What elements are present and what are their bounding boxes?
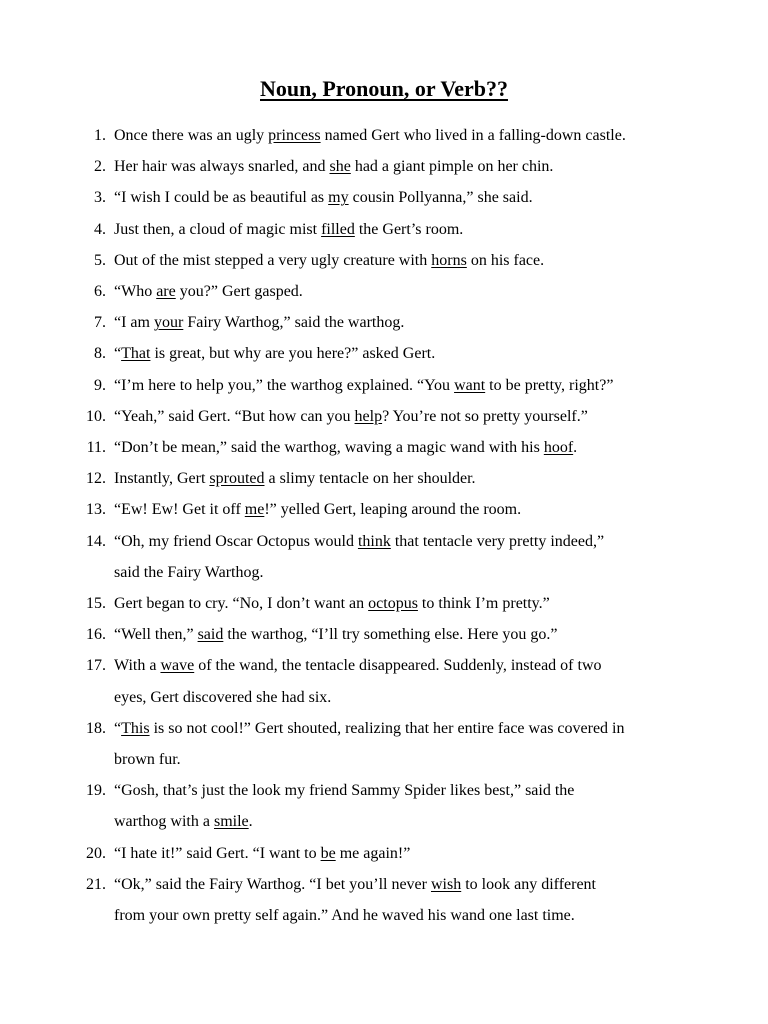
item-number: 1. bbox=[94, 127, 106, 144]
sentence-text: from your own pretty self again.” And he waved his wand one last time. bbox=[114, 907, 575, 924]
item-number: 17. bbox=[86, 657, 106, 675]
item-number: 21. bbox=[86, 875, 106, 893]
sentence-text: “I am bbox=[114, 314, 154, 332]
underlined-word: octopus bbox=[368, 595, 418, 612]
sentence-text: “I hate it!” said Gert. “I want to bbox=[114, 844, 321, 862]
sentence-text: “Don’t be mean,” said the warthog, waving a magic wand with his bbox=[114, 439, 544, 456]
item-number: 7. bbox=[94, 314, 106, 332]
sentence-text: “ bbox=[114, 719, 122, 737]
underlined-word: my bbox=[328, 189, 349, 207]
underlined-word: think bbox=[357, 532, 391, 550]
sentence-text: “I’m here to help you,” the warthog explained. “You bbox=[114, 376, 455, 394]
sentence-text: “Well then,” bbox=[114, 626, 198, 644]
underlined-word: want bbox=[454, 376, 486, 394]
sentence-text: brown fur. bbox=[114, 751, 181, 768]
sentence-line bbox=[114, 656, 602, 676]
item-number: 11. bbox=[86, 439, 106, 456]
sentence-line bbox=[114, 469, 476, 489]
item-number: 12. bbox=[86, 470, 106, 488]
sentence-line bbox=[114, 282, 303, 302]
item-number: 6. bbox=[94, 283, 106, 300]
item-number: 19. bbox=[86, 782, 106, 800]
sentence-text: “Who bbox=[114, 283, 157, 300]
sentence-text: “Ew! Ew! Get it off bbox=[114, 501, 245, 519]
sentence-line bbox=[114, 719, 625, 739]
underlined-word: your bbox=[153, 314, 184, 332]
sentence-text: “Oh, my friend Oscar Octopus would bbox=[114, 532, 358, 550]
sentence-text: “Ok,” said the Fairy Warthog. “I bet you’ll never bbox=[114, 875, 431, 893]
sentence-text: is so not cool!” Gert shouted, realizing that her entire face was covered in bbox=[149, 719, 625, 737]
sentence-line bbox=[114, 251, 544, 271]
sentence-text: to look any different bbox=[461, 875, 596, 893]
underlined-word: This bbox=[121, 719, 150, 737]
underlined-word: wish bbox=[430, 875, 462, 893]
underlined-word: wave bbox=[160, 657, 195, 675]
sentence-text: named Gert who lived in a falling-down castle. bbox=[320, 127, 626, 144]
sentence-line bbox=[114, 407, 588, 427]
sentence-text: “I wish I could be as beautiful as bbox=[114, 189, 329, 207]
sentence-text: you?” Gert gasped. bbox=[175, 283, 303, 300]
sentence-text: said the Fairy Warthog. bbox=[114, 563, 264, 581]
sentence-line bbox=[114, 844, 410, 864]
page-title: Noun, Pronoun, or Verb?? bbox=[260, 76, 508, 101]
sentence-line bbox=[114, 500, 521, 520]
sentence-line bbox=[114, 812, 253, 832]
sentence-text: With a bbox=[114, 657, 161, 675]
item-number: 14. bbox=[86, 532, 106, 550]
sentence-text: Instantly, Gert bbox=[114, 470, 210, 488]
sentence-text: on his face. bbox=[466, 251, 545, 269]
item-number: 8. bbox=[94, 345, 106, 363]
sentence-text: is great, but why are you here?” asked Gert. bbox=[150, 345, 436, 363]
underlined-word: filled bbox=[321, 220, 355, 238]
sentence-text: “ bbox=[114, 345, 122, 363]
underlined-word: help bbox=[354, 407, 383, 425]
item-number: 13. bbox=[86, 501, 106, 519]
item-number: 2. bbox=[94, 158, 106, 176]
sentence-line bbox=[114, 594, 550, 614]
sentence-line bbox=[114, 563, 264, 583]
item-number: 16. bbox=[86, 626, 106, 644]
sentence-line bbox=[114, 625, 557, 645]
sentence-text: ? You’re not so pretty yourself.” bbox=[382, 407, 588, 425]
underlined-word: hoof bbox=[543, 439, 574, 456]
item-number: 18. bbox=[86, 719, 106, 737]
sentence-text: Out of the mist stepped a very ugly creature with bbox=[114, 251, 432, 269]
sentence-text: Just then, a cloud of magic mist bbox=[114, 220, 322, 238]
sentence-text: had a giant pimple on her chin. bbox=[350, 158, 554, 176]
sentence-line bbox=[114, 126, 626, 146]
underlined-word: said bbox=[197, 626, 224, 644]
sentence-text: Once there was an ugly bbox=[114, 127, 269, 144]
sentence-text: to be pretty, right?” bbox=[485, 376, 614, 394]
underlined-word: be bbox=[320, 844, 336, 862]
sentence-line bbox=[114, 781, 574, 801]
sentence-line bbox=[114, 344, 435, 364]
sentence-text: “Yeah,” said Gert. “But how can you bbox=[114, 407, 355, 425]
underlined-word: That bbox=[121, 345, 151, 363]
sentence-line bbox=[114, 875, 596, 895]
item-number: 15. bbox=[86, 595, 106, 612]
sentence-line bbox=[114, 376, 613, 396]
sentence-text: Fairy Warthog,” said the warthog. bbox=[183, 314, 405, 332]
sentence-text: . bbox=[573, 439, 578, 456]
sentence-text: the warthog, “I’ll try something else. Here you go.” bbox=[223, 626, 558, 644]
sentence-line bbox=[114, 438, 577, 458]
underlined-word: princess bbox=[268, 127, 321, 144]
sentence-text: “Gosh, that’s just the look my friend Sammy Spider likes best,” said the bbox=[114, 782, 575, 800]
sentence-text: warthog with a bbox=[114, 813, 214, 831]
item-number: 10. bbox=[86, 407, 106, 425]
underlined-word: are bbox=[156, 283, 176, 300]
sentence-line bbox=[114, 188, 533, 208]
sentence-text: to think I’m pretty.” bbox=[417, 595, 550, 612]
item-number: 3. bbox=[94, 189, 106, 207]
sentence-text: cousin Pollyanna,” she said. bbox=[348, 189, 533, 207]
item-number: 5. bbox=[94, 251, 106, 269]
sentence-line bbox=[114, 532, 604, 552]
sentence-text: me again!” bbox=[335, 844, 411, 862]
sentence-text: of the wand, the tentacle disappeared. Suddenly, instead of two bbox=[194, 657, 602, 675]
sentence-text: Gert began to cry. “No, I don’t want an bbox=[114, 595, 369, 612]
sentence-text: . bbox=[248, 813, 253, 831]
sentence-text: Her hair was always snarled, and bbox=[114, 158, 330, 176]
underlined-word: horns bbox=[431, 251, 467, 269]
underlined-word: me bbox=[244, 501, 265, 519]
underlined-word: she bbox=[329, 158, 351, 176]
sentence-line bbox=[114, 220, 463, 240]
underlined-word: sprouted bbox=[209, 470, 265, 488]
sentence-line bbox=[114, 750, 181, 770]
sentence-text: !” yelled Gert, leaping around the room. bbox=[264, 501, 522, 519]
sentence-text: that tentacle very pretty indeed,” bbox=[390, 532, 605, 550]
item-number: 4. bbox=[94, 220, 106, 238]
item-number: 20. bbox=[86, 844, 106, 862]
sentence-text: eyes, Gert discovered she had six. bbox=[114, 688, 332, 706]
sentence-line bbox=[114, 688, 331, 708]
sentence-text: the Gert’s room. bbox=[354, 220, 464, 238]
sentence-line bbox=[114, 906, 575, 926]
sentence-line bbox=[114, 157, 553, 177]
item-number: 9. bbox=[94, 376, 106, 394]
underlined-word: smile bbox=[213, 813, 249, 831]
sentence-line bbox=[114, 313, 404, 333]
sentence-text: a slimy tentacle on her shoulder. bbox=[264, 470, 476, 488]
